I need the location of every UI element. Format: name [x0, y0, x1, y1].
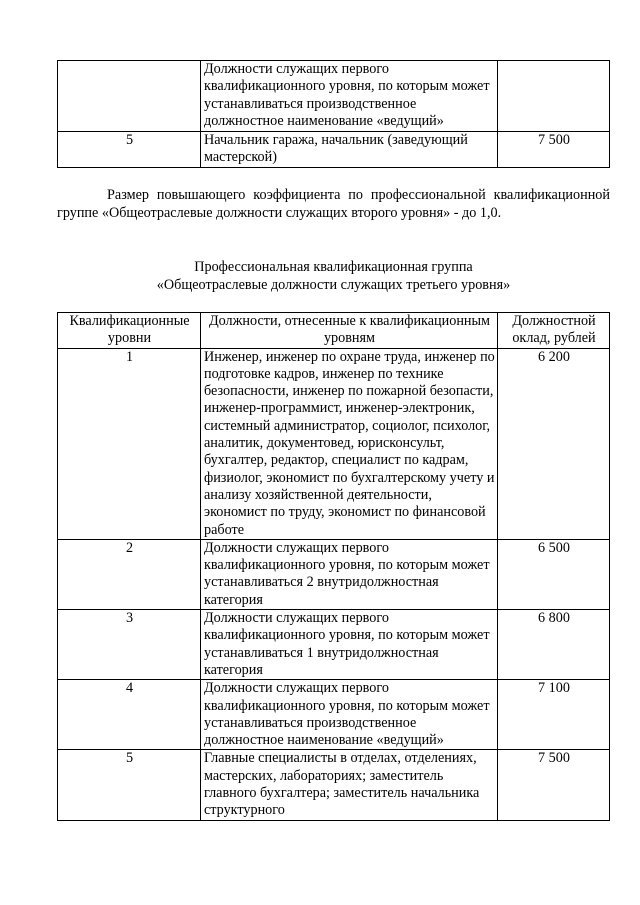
salary-cell: 7 500	[498, 132, 610, 168]
group-heading-line2: «Общеотраслевые должности служащих третьего уровня»	[156, 276, 511, 293]
header-salary: Должностной оклад, рублей	[498, 313, 610, 349]
positions-cell: Главные специалисты в отделах, отделениях, мастерских, лабораториях; заместитель главного бухгалтера; заместитель начальника структурного	[201, 750, 498, 820]
level-cell: 4	[58, 680, 201, 750]
table-header-row	[58, 313, 610, 349]
group-heading	[57, 259, 610, 294]
coefficient-paragraph: Размер повышающего коэффициента по профессиональной квалификационной группе «Общеотраслевые должности служащих второго уровня» - до 1,0.	[57, 187, 610, 221]
salary-cell: 6 500	[498, 539, 610, 609]
level-cell: 3	[58, 610, 201, 680]
positions-cell: Должности служащих первого квалификационного уровня, по которым может устанавливаться 1 внутридолжностная категория	[201, 610, 498, 680]
table-row	[58, 132, 610, 168]
salary-cell: 6 200	[498, 348, 610, 539]
salary-cell	[498, 61, 610, 132]
table-row	[58, 348, 610, 539]
level-cell: 5	[58, 750, 201, 820]
level-cell: 5	[58, 132, 201, 168]
positions-cell: Должности служащих первого квалификационного уровня, по которым может устанавливаться 2 внутридолжностная категория	[201, 539, 498, 609]
positions-cell: Инженер, инженер по охране труда, инженер по подготовке кадров, инженер по технике безопасности, инженер по пожарной безопасти, инженер-программист, инженер-электроник, системный администратор, социолог, психолог, аналитик, документовед, юрисконсульт, бухгалтер, редактор, специалист по кадрам, физиолог, экономист по бухгалтерскому учету и анализу хозяйственной деятельности, экономист по труду, экономист по финансовой работе	[201, 348, 498, 539]
header-positions: Должности, отнесенные к квалификационным уровням	[201, 313, 498, 349]
salary-cell: 7 500	[498, 750, 610, 820]
qualification-table	[57, 312, 610, 821]
table-row	[58, 539, 610, 609]
positions-cell: Начальник гаража, начальник (заведующий мастерской)	[201, 132, 498, 168]
header-level: Квалификационные уровни	[58, 313, 201, 349]
salary-cell: 7 100	[498, 680, 610, 750]
level-cell: 2	[58, 539, 201, 609]
table-row	[58, 610, 610, 680]
table-row	[58, 61, 610, 132]
top-table-continuation	[57, 60, 610, 168]
group-heading-line1: Профессиональная квалификационная группа	[194, 259, 473, 275]
salary-cell: 6 800	[498, 610, 610, 680]
level-cell: 1	[58, 348, 201, 539]
table-row	[58, 680, 610, 750]
table-row	[58, 750, 610, 820]
level-cell	[58, 61, 201, 132]
positions-cell: Должности служащих первого квалификационного уровня, по которым может устанавливаться производственное должностное наименование «ведущий»	[201, 680, 498, 750]
positions-cell: Должности служащих первого квалификационного уровня, по которым может устанавливаться производственное должностное наименование «ведущий»	[201, 61, 498, 132]
